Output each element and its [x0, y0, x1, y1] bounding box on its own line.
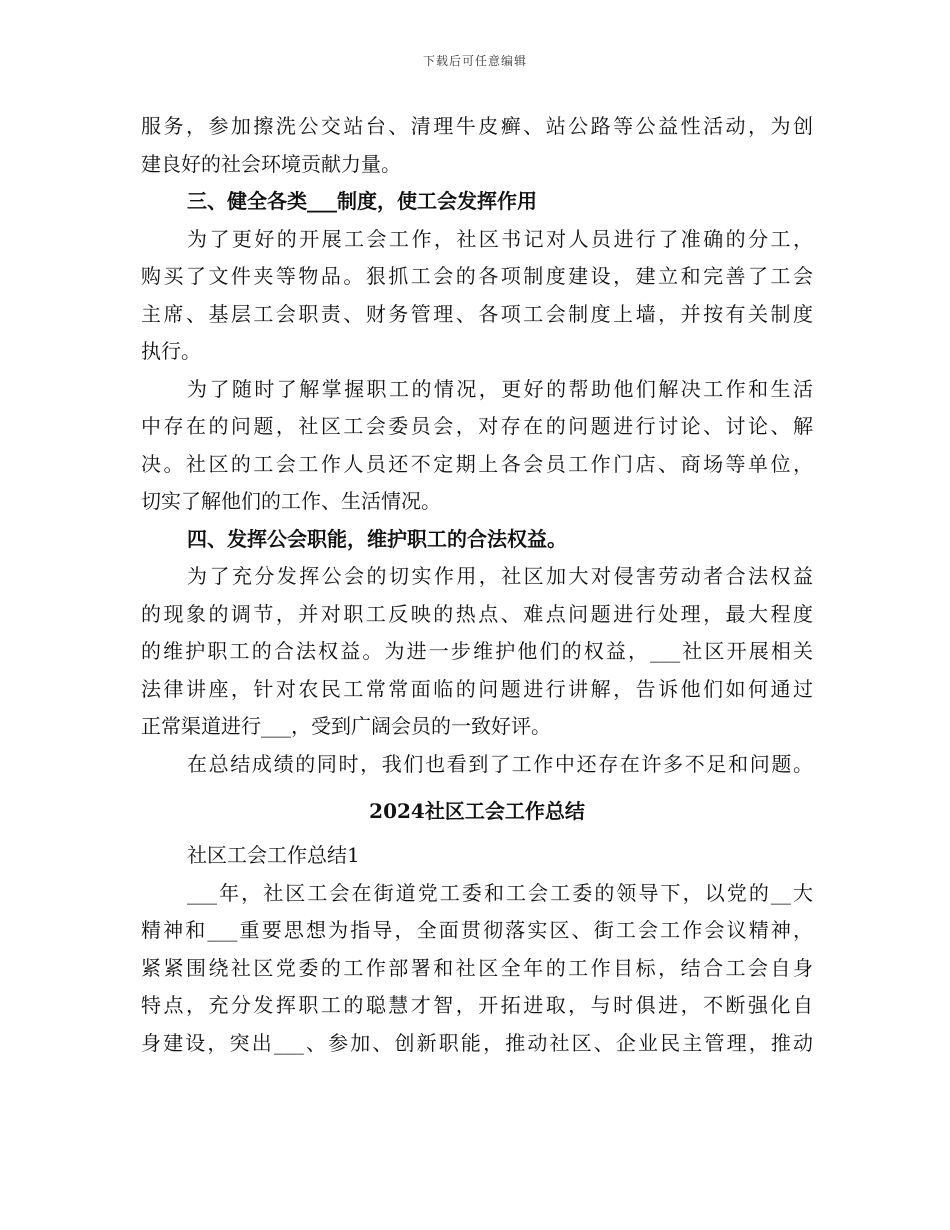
section-part1: [141, 108, 813, 783]
text-line: 决。社区的工会工作人员还不定期上各会员工作门店、商场等单位，: [141, 451, 813, 476]
document-title: 2024社区工会工作总结: [369, 799, 585, 823]
text-line: 建良好的社会环境贡献力量。: [141, 151, 401, 176]
text-line: 中存在的问题，社区工会委员会，对存在的问题进行讨论、讨论、解: [141, 414, 813, 438]
text-line: 服务，参加擦洗公交站台、清理牛皮癣、站公路等公益性活动，为创: [141, 114, 813, 138]
text-line: 执行。: [141, 339, 201, 363]
text-line: 精神和___重要思想为指导，全面贯彻落实区、街工会工作会议精神，: [141, 918, 813, 942]
text-line: ___年，社区工会在街道党工委和工会工委的领导下，以党的__大: [187, 880, 813, 905]
document-body: [141, 108, 813, 1062]
text-line: 社区工会工作总结1: [187, 843, 360, 867]
text-line: 四、发挥公会职能，维护职工的合法权益。: [187, 526, 567, 551]
text-line: 的现象的调节，并对职工反映的热点、难点问题进行处理，最大程度: [141, 601, 813, 626]
text-line: 为了随时了解掌握职工的情况，更好的帮助他们解决工作和生活: [187, 376, 813, 401]
text-line: 身建设，突出___、参加、创新职能，推动社区、企业民主管理，推动: [141, 1030, 813, 1055]
section-part2: [141, 837, 813, 1062]
page-header: 下载后可任意编辑: [422, 54, 527, 68]
text-line: 在总结成绩的同时，我们也看到了工作中还存在许多不足和问题。: [187, 751, 813, 776]
text-line: 法律讲座，针对农民工常常面临的问题进行讲解，告诉他们如何通过: [141, 676, 813, 701]
text-line: 购买了文件夹等物品。狠抓工会的各项制度建设，建立和完善了工会: [141, 264, 813, 288]
text-line: 紧紧围绕社区党委的工作部署和社区全年的工作目标，结合工会自身: [141, 955, 813, 980]
text-line: 特点，充分发挥职工的聪慧才智，开拓进取，与时俱进，不断强化自: [141, 993, 813, 1017]
text-line: 的维护职工的合法权益。为进一步维护他们的权益，___社区开展相关: [141, 639, 813, 663]
text-line: 为了充分发挥公会的切实作用，社区加大对侵害劳动者合法权益: [187, 564, 813, 588]
text-line: 主席、基层工会职责、财务管理、各项工会制度上墙，并按有关制度: [141, 301, 813, 326]
text-line: 正常渠道进行___，受到广阔会员的一致好评。: [141, 714, 551, 738]
text-line: 为了更好的开展工会工作，社区书记对人员进行了准确的分工，: [187, 226, 813, 251]
text-line: 三、健全各类___制度，使工会发挥作用: [187, 189, 537, 213]
text-line: 切实了解他们的工作、生活情况。: [141, 489, 441, 513]
